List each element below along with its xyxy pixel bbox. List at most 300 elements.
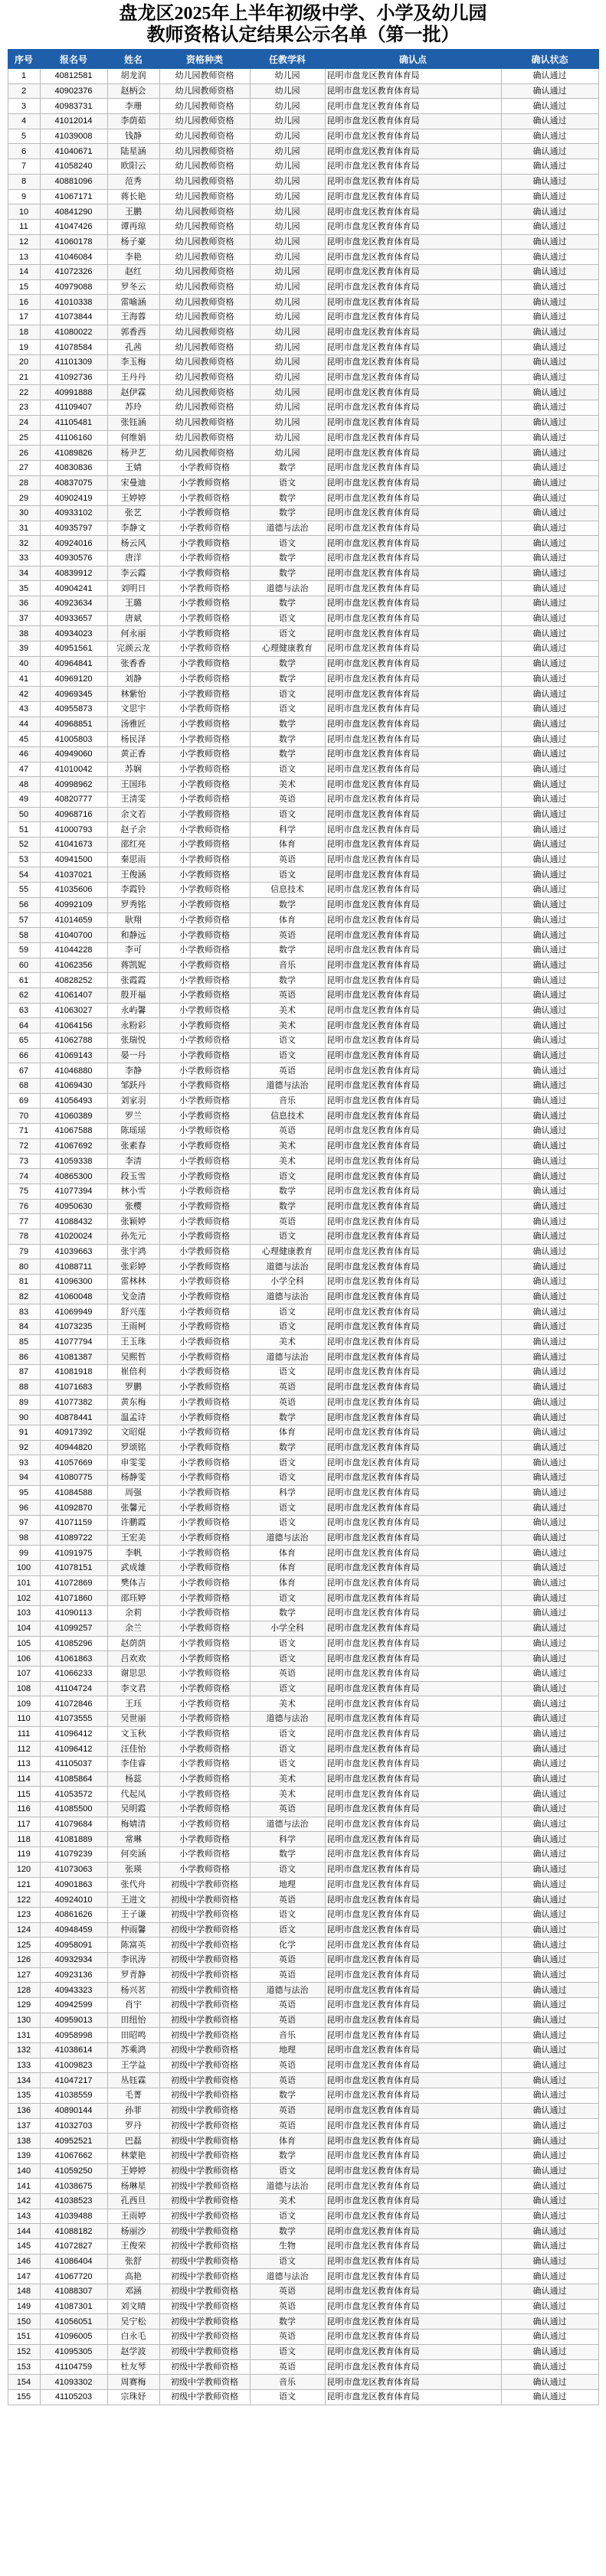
cell-index: 89	[8, 1395, 40, 1410]
cell-registration-no: 40941500	[40, 852, 107, 867]
table-row	[8, 2028, 598, 2043]
cell-confirmation-site: 昆明市盘龙区教育体育局	[325, 942, 501, 958]
cell-subject: 语文	[250, 611, 325, 626]
cell-index: 147	[8, 2269, 40, 2284]
cell-status: 确认通过	[501, 189, 598, 204]
cell-index: 54	[8, 867, 40, 883]
cell-registration-no: 41060389	[40, 1108, 107, 1124]
cell-qualification-type: 小学教师资格	[159, 746, 250, 762]
cell-registration-no: 41078151	[40, 1561, 107, 1576]
table-row	[8, 1350, 598, 1365]
table-row	[8, 897, 598, 913]
cell-index: 38	[8, 626, 40, 642]
cell-index: 96	[8, 1500, 40, 1516]
cell-status: 确认通过	[501, 1275, 598, 1290]
cell-qualification-type: 小学教师资格	[159, 1350, 250, 1365]
cell-status: 确认通过	[501, 566, 598, 581]
table-row	[8, 1320, 598, 1335]
cell-index: 37	[8, 611, 40, 626]
table-row	[8, 2299, 598, 2314]
cell-status: 确认通过	[501, 491, 598, 506]
cell-name: 孙先元	[107, 1229, 159, 1244]
cell-qualification-type: 小学教师资格	[159, 475, 250, 491]
cell-status: 确认通过	[501, 2239, 598, 2254]
cell-qualification-type: 小学教师资格	[159, 1711, 250, 1726]
cell-index: 64	[8, 1018, 40, 1033]
cell-registration-no: 41063027	[40, 1003, 107, 1018]
cell-subject: 体育	[250, 2134, 325, 2149]
cell-subject: 英语	[250, 2299, 325, 2314]
cell-index: 50	[8, 807, 40, 822]
table-row	[8, 1621, 598, 1636]
cell-confirmation-site: 昆明市盘龙区教育体育局	[325, 1696, 501, 1712]
table-row	[8, 2163, 598, 2179]
cell-subject: 体育	[250, 1561, 325, 1576]
cell-confirmation-site: 昆明市盘龙区教育体育局	[325, 1214, 501, 1229]
cell-subject: 英语	[250, 792, 325, 808]
cell-name: 文昭焜	[107, 1425, 159, 1440]
cell-name: 张彩婷	[107, 1259, 159, 1275]
cell-confirmation-site: 昆明市盘龙区教育体育局	[325, 2103, 501, 2118]
table-row	[8, 626, 598, 642]
cell-subject: 体育	[250, 1425, 325, 1440]
cell-registration-no: 40812581	[40, 69, 107, 84]
cell-qualification-type: 幼儿园教师资格	[159, 325, 250, 340]
table-row	[8, 114, 598, 129]
cell-subject: 语文	[250, 1922, 325, 1938]
cell-name: 李讯涛	[107, 1952, 159, 1967]
cell-confirmation-site: 昆明市盘龙区教育体育局	[325, 1757, 501, 1772]
cell-name: 张香香	[107, 656, 159, 671]
cell-subject: 幼儿园	[250, 279, 325, 295]
cell-registration-no: 41059250	[40, 2163, 107, 2179]
cell-confirmation-site: 昆明市盘龙区教育体育局	[325, 867, 501, 883]
cell-status: 确认通过	[501, 2224, 598, 2239]
cell-index: 150	[8, 2314, 40, 2330]
cell-name: 仲雨馨	[107, 1922, 159, 1938]
cell-name: 王雨柯	[107, 1320, 159, 1335]
cell-confirmation-site: 昆明市盘龙区教育体育局	[325, 1742, 501, 1757]
cell-status: 确认通过	[501, 1079, 598, 1094]
cell-confirmation-site: 昆明市盘龙区教育体育局	[325, 1244, 501, 1259]
cell-qualification-type: 初级中学教师资格	[159, 1938, 250, 1953]
cell-subject: 英语	[250, 1998, 325, 2013]
cell-status: 确认通过	[501, 1018, 598, 1033]
table-row	[8, 717, 598, 732]
cell-index: 10	[8, 204, 40, 220]
cell-registration-no: 40923136	[40, 1967, 107, 1983]
cell-subject: 数学	[250, 551, 325, 566]
cell-subject: 语文	[250, 807, 325, 822]
cell-subject: 地理	[250, 2043, 325, 2059]
table-row	[8, 2344, 598, 2359]
cell-name: 段玉雪	[107, 1169, 159, 1184]
cell-registration-no: 41073844	[40, 310, 107, 325]
cell-subject: 语文	[250, 1048, 325, 1063]
cell-name: 和静远	[107, 928, 159, 943]
cell-index: 119	[8, 1847, 40, 1863]
cell-confirmation-site: 昆明市盘龙区教育体育局	[325, 1350, 501, 1365]
cell-confirmation-site: 昆明市盘龙区教育体育局	[325, 1922, 501, 1938]
table-row	[8, 701, 598, 717]
cell-index: 94	[8, 1470, 40, 1485]
cell-confirmation-site: 昆明市盘龙区教育体育局	[325, 1455, 501, 1471]
cell-qualification-type: 初级中学教师资格	[159, 2163, 250, 2179]
cell-status: 确认通过	[501, 1440, 598, 1455]
cell-qualification-type: 初级中学教师资格	[159, 2269, 250, 2284]
cell-subject: 英语	[250, 1967, 325, 1983]
cell-subject: 数学	[250, 732, 325, 747]
table-row	[8, 370, 598, 385]
cell-qualification-type: 幼儿园教师资格	[159, 430, 250, 446]
cell-registration-no: 41088711	[40, 1259, 107, 1275]
cell-registration-no: 40949060	[40, 746, 107, 762]
cell-index: 85	[8, 1334, 40, 1350]
cell-subject: 美术	[250, 1154, 325, 1169]
cell-name: 常琳	[107, 1832, 159, 1847]
cell-subject: 道德与法治	[250, 1983, 325, 1998]
cell-subject: 道德与法治	[250, 1711, 325, 1726]
table-row	[8, 1817, 598, 1832]
cell-registration-no: 41096412	[40, 1742, 107, 1757]
cell-confirmation-site: 昆明市盘龙区教育体育局	[325, 897, 501, 913]
cell-index: 15	[8, 279, 40, 295]
table-row	[8, 2148, 598, 2163]
cell-qualification-type: 初级中学教师资格	[159, 2314, 250, 2330]
cell-name: 唐斌	[107, 611, 159, 626]
cell-index: 3	[8, 99, 40, 114]
cell-index: 117	[8, 1817, 40, 1832]
cell-index: 44	[8, 717, 40, 732]
cell-confirmation-site: 昆明市盘龙区教育体育局	[325, 1154, 501, 1169]
cell-subject: 语文	[250, 2254, 325, 2269]
cell-index: 105	[8, 1636, 40, 1651]
cell-status: 确认通过	[501, 1244, 598, 1259]
cell-qualification-type: 小学教师资格	[159, 491, 250, 506]
cell-registration-no: 40902376	[40, 83, 107, 99]
table-row	[8, 2103, 598, 2118]
table-row	[8, 1425, 598, 1440]
table-row	[8, 264, 598, 279]
cell-status: 确认通过	[501, 2344, 598, 2359]
cell-subject: 体育	[250, 1575, 325, 1591]
cell-subject: 幼儿园	[250, 385, 325, 400]
cell-name: 何奕涵	[107, 1847, 159, 1863]
cell-registration-no: 40968716	[40, 807, 107, 822]
cell-registration-no: 41037021	[40, 867, 107, 883]
cell-name: 杨云风	[107, 536, 159, 551]
cell-confirmation-site: 昆明市盘龙区教育体育局	[325, 1379, 501, 1395]
cell-subject: 数学	[250, 1410, 325, 1425]
cell-subject: 语文	[250, 1681, 325, 1696]
cell-index: 71	[8, 1124, 40, 1139]
cell-subject: 语文	[250, 1516, 325, 1531]
cell-qualification-type: 小学教师资格	[159, 1862, 250, 1877]
cell-status: 确认通过	[501, 219, 598, 234]
cell-qualification-type: 小学教师资格	[159, 1726, 250, 1742]
cell-qualification-type: 小学教师资格	[159, 942, 250, 958]
table-row	[8, 1952, 598, 1967]
cell-registration-no: 40958998	[40, 2028, 107, 2043]
cell-subject: 语文	[250, 867, 325, 883]
cell-name: 孙菲	[107, 2103, 159, 2118]
cell-subject: 英语	[250, 1952, 325, 1967]
cell-index: 130	[8, 2013, 40, 2028]
table-row	[8, 2043, 598, 2059]
table-row	[8, 1711, 598, 1726]
table-header	[8, 50, 598, 69]
table-row	[8, 385, 598, 400]
cell-subject: 语文	[250, 687, 325, 702]
cell-subject: 美术	[250, 2193, 325, 2209]
cell-qualification-type: 小学教师资格	[159, 717, 250, 732]
cell-name: 杨丽沙	[107, 2224, 159, 2239]
cell-status: 确认通过	[501, 174, 598, 189]
cell-confirmation-site: 昆明市盘龙区教育体育局	[325, 234, 501, 250]
table-row	[8, 2239, 598, 2254]
table-row	[8, 1575, 598, 1591]
cell-registration-no: 40969120	[40, 671, 107, 687]
cell-index: 115	[8, 1787, 40, 1802]
cell-name: 蒋凯妮	[107, 958, 159, 973]
cell-subject: 幼儿园	[250, 219, 325, 234]
cell-qualification-type: 幼儿园教师资格	[159, 129, 250, 144]
cell-registration-no: 41101309	[40, 355, 107, 371]
cell-confirmation-site: 昆明市盘龙区教育体育局	[325, 2359, 501, 2375]
cell-qualification-type: 小学教师资格	[159, 1757, 250, 1772]
cell-qualification-type: 小学教师资格	[159, 1214, 250, 1229]
cell-status: 确认通过	[501, 852, 598, 867]
cell-name: 杨兴茗	[107, 1983, 159, 1998]
table-row	[8, 250, 598, 265]
cell-name: 刘文晴	[107, 2299, 159, 2314]
cell-qualification-type: 小学教师资格	[159, 732, 250, 747]
cell-qualification-type: 小学教师资格	[159, 1455, 250, 1471]
cell-registration-no: 41056493	[40, 1093, 107, 1108]
cell-index: 51	[8, 822, 40, 837]
table-row	[8, 2389, 598, 2405]
cell-subject: 语文	[250, 2209, 325, 2224]
cell-subject: 道德与法治	[250, 2179, 325, 2194]
cell-confirmation-site: 昆明市盘龙区教育体育局	[325, 1500, 501, 1516]
cell-confirmation-site: 昆明市盘龙区教育体育局	[325, 2284, 501, 2300]
cell-confirmation-site: 昆明市盘龙区教育体育局	[325, 2179, 501, 2194]
cell-qualification-type: 幼儿园教师资格	[159, 415, 250, 430]
cell-qualification-type: 小学教师资格	[159, 1304, 250, 1320]
cell-qualification-type: 幼儿园教师资格	[159, 370, 250, 385]
cell-name: 吴宁松	[107, 2314, 159, 2330]
table-row	[8, 279, 598, 295]
cell-subject: 道德与法治	[250, 1079, 325, 1094]
cell-subject: 英语	[250, 1063, 325, 1079]
cell-qualification-type: 初级中学教师资格	[159, 2359, 250, 2375]
cell-index: 137	[8, 2118, 40, 2134]
cell-subject: 语文	[250, 536, 325, 551]
cell-qualification-type: 幼儿园教师资格	[159, 83, 250, 99]
cell-index: 30	[8, 505, 40, 521]
cell-confirmation-site: 昆明市盘龙区教育体育局	[325, 2209, 501, 2224]
cell-qualification-type: 初级中学教师资格	[159, 2134, 250, 2149]
cell-qualification-type: 初级中学教师资格	[159, 2375, 250, 2390]
cell-registration-no: 41014659	[40, 913, 107, 928]
cell-subject: 数学	[250, 973, 325, 988]
cell-status: 确认通过	[501, 822, 598, 837]
cell-confirmation-site: 昆明市盘龙区教育体育局	[325, 1530, 501, 1546]
cell-subject: 语文	[250, 1470, 325, 1485]
cell-index: 34	[8, 566, 40, 581]
cell-qualification-type: 小学教师资格	[159, 897, 250, 913]
cell-registration-no: 41072846	[40, 1696, 107, 1712]
cell-qualification-type: 小学教师资格	[159, 958, 250, 973]
table-row	[8, 1033, 598, 1049]
cell-registration-no: 41047217	[40, 2073, 107, 2088]
cell-qualification-type: 小学教师资格	[159, 1771, 250, 1787]
cell-confirmation-site: 昆明市盘龙区教育体育局	[325, 1395, 501, 1410]
cell-name: 雷林林	[107, 1275, 159, 1290]
cell-status: 确认通过	[501, 1304, 598, 1320]
cell-name: 代起凤	[107, 1787, 159, 1802]
cell-status: 确认通过	[501, 1802, 598, 1817]
cell-index: 131	[8, 2028, 40, 2043]
cell-subject: 幼儿园	[250, 264, 325, 279]
cell-status: 确认通过	[501, 1757, 598, 1772]
cell-confirmation-site: 昆明市盘龙区教育体育局	[325, 626, 501, 642]
cell-index: 79	[8, 1244, 40, 1259]
table-row	[8, 1003, 598, 1018]
cell-status: 确认通过	[501, 1561, 598, 1576]
cell-name: 丛钰霖	[107, 2073, 159, 2088]
cell-index: 61	[8, 973, 40, 988]
cell-name: 苏玲	[107, 400, 159, 416]
cell-status: 确认通过	[501, 1938, 598, 1953]
cell-status: 确认通过	[501, 1591, 598, 1606]
cell-status: 确认通过	[501, 596, 598, 612]
table-row	[8, 928, 598, 943]
cell-registration-no: 41105481	[40, 415, 107, 430]
cell-index: 84	[8, 1320, 40, 1335]
cell-subject: 英语	[250, 2058, 325, 2073]
cell-index: 101	[8, 1575, 40, 1591]
table-row	[8, 1907, 598, 1922]
cell-confirmation-site: 昆明市盘龙区教育体育局	[325, 430, 501, 446]
cell-qualification-type: 初级中学教师资格	[159, 1877, 250, 1892]
table-row	[8, 295, 598, 310]
cell-registration-no: 40950630	[40, 1199, 107, 1214]
cell-status: 确认通过	[501, 2179, 598, 2194]
cell-subject: 数学	[250, 505, 325, 521]
cell-qualification-type: 小学教师资格	[159, 1365, 250, 1380]
cell-confirmation-site: 昆明市盘龙区教育体育局	[325, 521, 501, 536]
cell-name: 张代舟	[107, 1877, 159, 1892]
table-row	[8, 129, 598, 144]
table-row	[8, 1591, 598, 1606]
cell-registration-no: 41109407	[40, 400, 107, 416]
cell-status: 确认通过	[501, 1093, 598, 1108]
cell-index: 24	[8, 415, 40, 430]
cell-name: 苏乘鸿	[107, 2043, 159, 2059]
cell-confirmation-site: 昆明市盘龙区教育体育局	[325, 1124, 501, 1139]
cell-name: 赵红	[107, 264, 159, 279]
cell-status: 确认通过	[501, 475, 598, 491]
table-row	[8, 2013, 598, 2028]
cell-status: 确认通过	[501, 83, 598, 99]
table-row	[8, 1108, 598, 1124]
cell-qualification-type: 小学教师资格	[159, 1275, 250, 1290]
cell-qualification-type: 小学教师资格	[159, 460, 250, 475]
cell-index: 95	[8, 1485, 40, 1500]
cell-status: 确认通过	[501, 1485, 598, 1500]
cell-subject: 幼儿园	[250, 129, 325, 144]
cell-status: 确认通过	[501, 1651, 598, 1667]
cell-confirmation-site: 昆明市盘龙区教育体育局	[325, 2043, 501, 2059]
cell-qualification-type: 初级中学教师资格	[159, 2148, 250, 2163]
cell-index: 138	[8, 2134, 40, 2149]
cell-index: 141	[8, 2179, 40, 2194]
cell-name: 巴磊	[107, 2134, 159, 2149]
cell-status: 确认通过	[501, 1636, 598, 1651]
cell-status: 确认通过	[501, 807, 598, 822]
cell-registration-no: 41062788	[40, 1033, 107, 1049]
cell-subject: 幼儿园	[250, 144, 325, 159]
cell-confirmation-site: 昆明市盘龙区教育体育局	[325, 642, 501, 657]
cell-index: 112	[8, 1742, 40, 1757]
cell-status: 确认通过	[501, 762, 598, 777]
cell-confirmation-site: 昆明市盘龙区教育体育局	[325, 144, 501, 159]
cell-registration-no: 41071860	[40, 1591, 107, 1606]
cell-qualification-type: 幼儿园教师资格	[159, 400, 250, 416]
cell-index: 104	[8, 1621, 40, 1636]
cell-confirmation-site: 昆明市盘龙区教育体育局	[325, 1138, 501, 1154]
cell-registration-no: 41046084	[40, 250, 107, 265]
cell-subject: 语文	[250, 1651, 325, 1667]
cell-status: 确认通过	[501, 1410, 598, 1425]
cell-subject: 语文	[250, 1320, 325, 1335]
cell-qualification-type: 小学教师资格	[159, 1108, 250, 1124]
cell-index: 83	[8, 1304, 40, 1320]
cell-confirmation-site: 昆明市盘龙区教育体育局	[325, 1410, 501, 1425]
cell-name: 田纽怡	[107, 2013, 159, 2028]
cell-name: 欧阳云	[107, 159, 159, 175]
table-row	[8, 1561, 598, 1576]
cell-confirmation-site: 昆明市盘龙区教育体育局	[325, 114, 501, 129]
cell-status: 确认通过	[501, 1425, 598, 1440]
cell-qualification-type: 小学教师资格	[159, 1199, 250, 1214]
cell-registration-no: 40955873	[40, 701, 107, 717]
cell-confirmation-site: 昆明市盘龙区教育体育局	[325, 2375, 501, 2390]
cell-index: 39	[8, 642, 40, 657]
cell-registration-no: 40959013	[40, 2013, 107, 2028]
cell-name: 王俊荣	[107, 2239, 159, 2254]
cell-name: 罗秀铭	[107, 897, 159, 913]
cell-index: 125	[8, 1938, 40, 1953]
cell-confirmation-site: 昆明市盘龙区教育体育局	[325, 2299, 501, 2314]
cell-confirmation-site: 昆明市盘龙区教育体育局	[325, 1862, 501, 1877]
cell-registration-no: 41071159	[40, 1516, 107, 1531]
cell-confirmation-site: 昆明市盘龙区教育体育局	[325, 2073, 501, 2088]
cell-confirmation-site: 昆明市盘龙区教育体育局	[325, 551, 501, 566]
cell-index: 13	[8, 250, 40, 265]
cell-index: 103	[8, 1606, 40, 1621]
cell-name: 李可	[107, 942, 159, 958]
cell-confirmation-site: 昆明市盘龙区教育体育局	[325, 611, 501, 626]
cell-subject: 语文	[250, 1757, 325, 1772]
cell-subject: 道德与法治	[250, 1350, 325, 1365]
cell-qualification-type: 初级中学教师资格	[159, 2299, 250, 2314]
cell-status: 确认通过	[501, 1967, 598, 1983]
cell-status: 确认通过	[501, 581, 598, 596]
table-row	[8, 1169, 598, 1184]
cell-subject: 语文	[250, 2389, 325, 2405]
